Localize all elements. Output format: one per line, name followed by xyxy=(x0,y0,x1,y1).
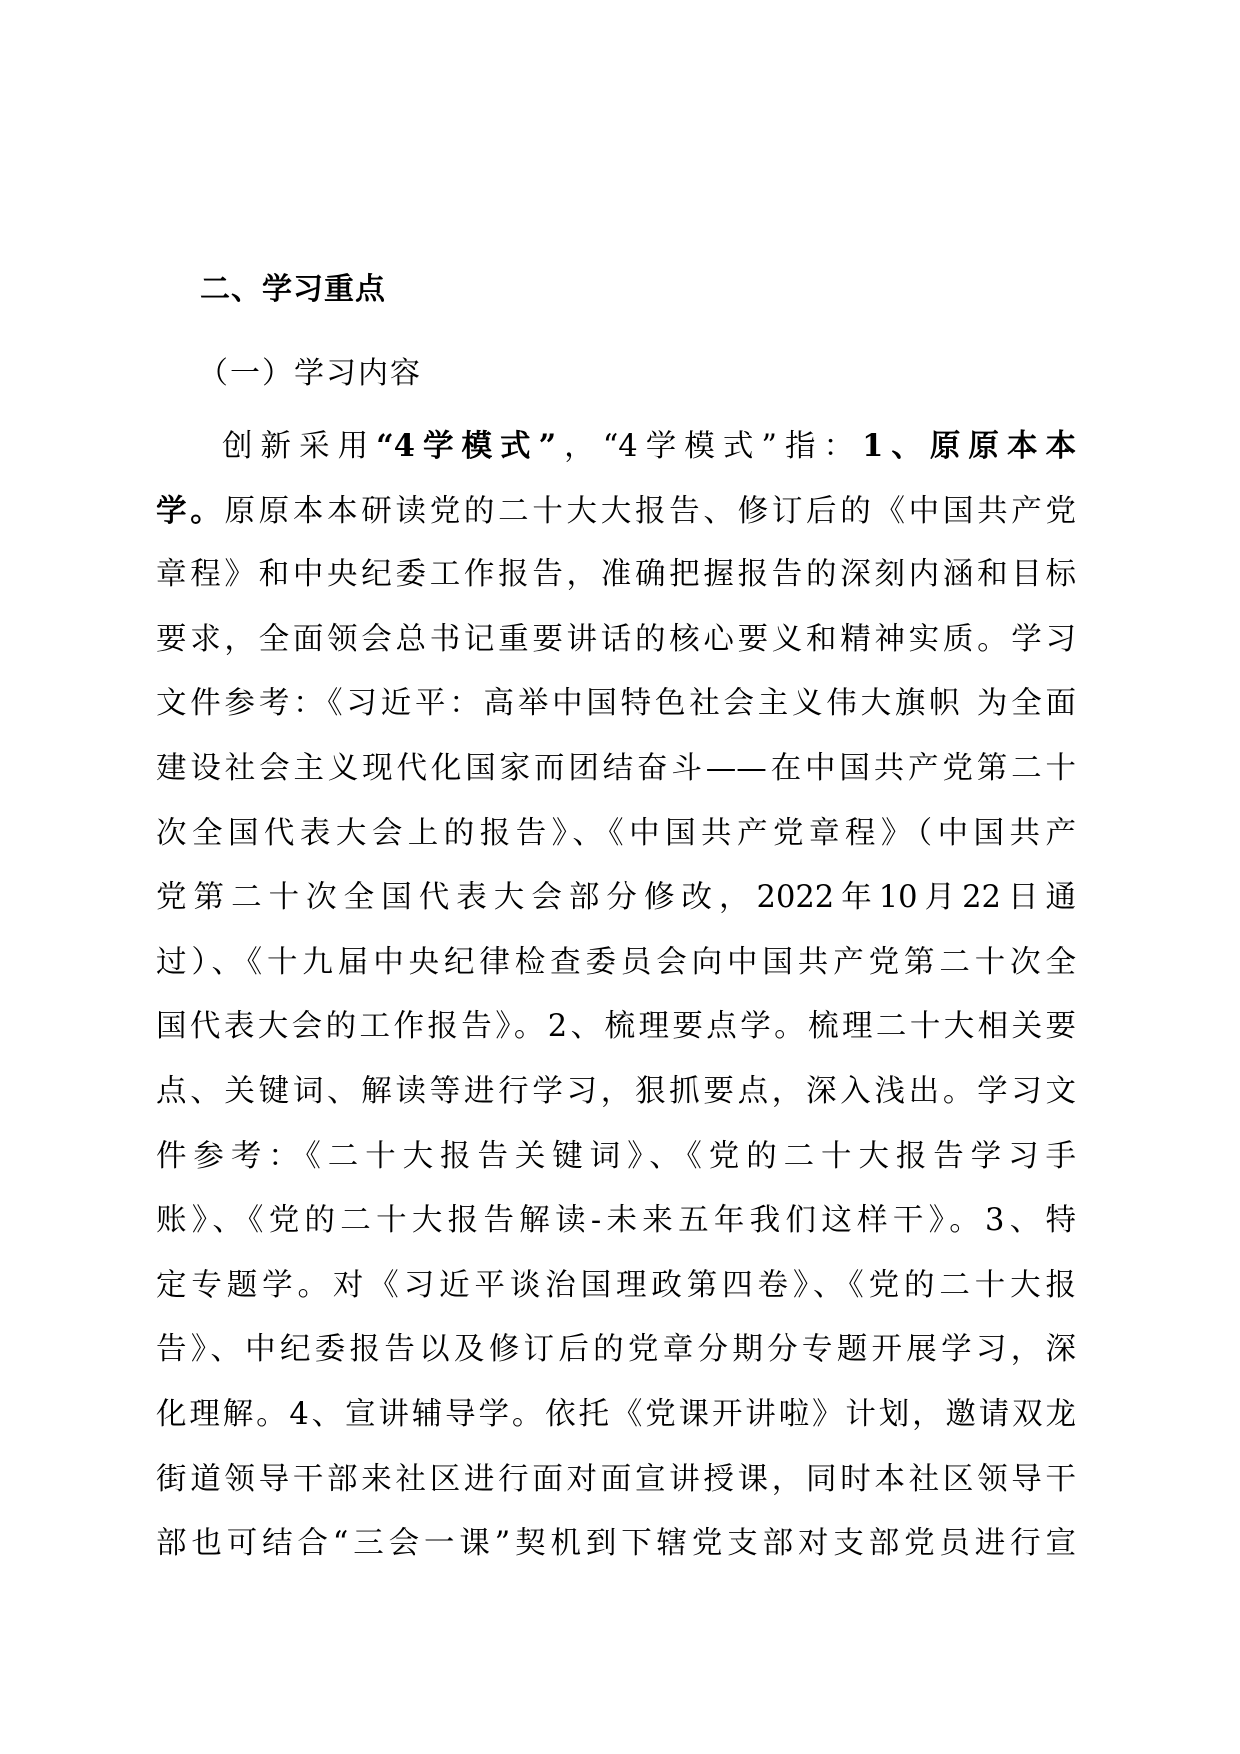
text-run: 过）、《十九届中央纪律检查委员会向中国共产党第二十次全 xyxy=(156,944,1076,980)
text-run: 原原本本研读党的二十大大报告、修订后的《中国共产党 xyxy=(224,493,1077,529)
section-heading: 二、学习重点 xyxy=(200,272,386,307)
text-run: 件参考：《二十大报告关键词》、《党的二十大报告学习手 xyxy=(156,1138,1076,1174)
text-run: 要求，全面领会总书记重要讲话的核心要义和精神实质。学习 xyxy=(156,621,1076,657)
text-run: 党第二十次全国代表大会部分修改，2022年10月22日通 xyxy=(156,880,1076,916)
text-run: 账》、《党的二十大报告解读-未来五年我们这样干》。3、特 xyxy=(156,1203,1076,1239)
body-paragraph xyxy=(156,414,1076,1577)
paragraph-line xyxy=(156,543,1076,608)
paragraph-line xyxy=(156,1448,1076,1513)
paragraph-line xyxy=(156,1060,1076,1125)
paragraph-line xyxy=(156,995,1076,1060)
text-run: 章程》和中央纪委工作报告，准确把握报告的深刻内涵和目标 xyxy=(156,557,1076,593)
text-run: 创新采用 xyxy=(222,429,377,464)
paragraph-line xyxy=(156,931,1076,996)
paragraph-line xyxy=(156,802,1076,867)
paragraph-line xyxy=(156,1318,1076,1383)
paragraph-line xyxy=(156,1383,1076,1448)
paragraph-line xyxy=(156,737,1076,802)
paragraph-line xyxy=(156,1125,1076,1190)
text-run: 化理解。4、宣讲辅导学。依托《党课开讲啦》计划，邀请双龙 xyxy=(156,1396,1076,1432)
paragraph-line xyxy=(156,414,1076,479)
text-run: ，“4学模式”指： xyxy=(556,429,863,464)
paragraph-line xyxy=(156,1254,1076,1319)
text-run: 建设社会主义现代化国家而团结奋斗——在中国共产党第二十 xyxy=(156,750,1076,786)
text-run: 文件参考：《习近平：高举中国特色社会主义伟大旗帜 为全面 xyxy=(156,686,1076,722)
paragraph-line xyxy=(156,866,1076,931)
text-run: 次全国代表大会上的报告》、《中国共产党章程》（中国共产 xyxy=(156,815,1076,851)
bold-text: 学。 xyxy=(156,492,225,529)
paragraph-line xyxy=(156,1512,1076,1577)
paragraph-line xyxy=(156,672,1076,737)
bold-text: “4学模式” xyxy=(376,428,557,464)
bold-text: 1、原原本本 xyxy=(862,428,1076,464)
text-run: 国代表大会的工作报告》。2、梳理要点学。梳理二十大相关要 xyxy=(156,1009,1076,1045)
paragraph-line xyxy=(156,479,1076,544)
text-run: 定专题学。对《习近平谈治国理政第四卷》、《党的二十大报 xyxy=(156,1267,1076,1303)
subsection-heading: （一）学习内容 xyxy=(198,356,422,391)
text-run: 告》、中纪委报告以及修订后的党章分期分专题开展学习，深 xyxy=(156,1332,1076,1368)
paragraph-line xyxy=(156,1189,1076,1254)
paragraph-line xyxy=(156,608,1076,673)
text-run: 街道领导干部来社区进行面对面宣讲授课，同时本社区领导干 xyxy=(156,1461,1076,1497)
text-run: 点、关键词、解读等进行学习，狠抓要点，深入浅出。学习文 xyxy=(156,1073,1076,1109)
text-run: 部也可结合“三会一课”契机到下辖党支部对支部党员进行宣 xyxy=(156,1526,1076,1562)
